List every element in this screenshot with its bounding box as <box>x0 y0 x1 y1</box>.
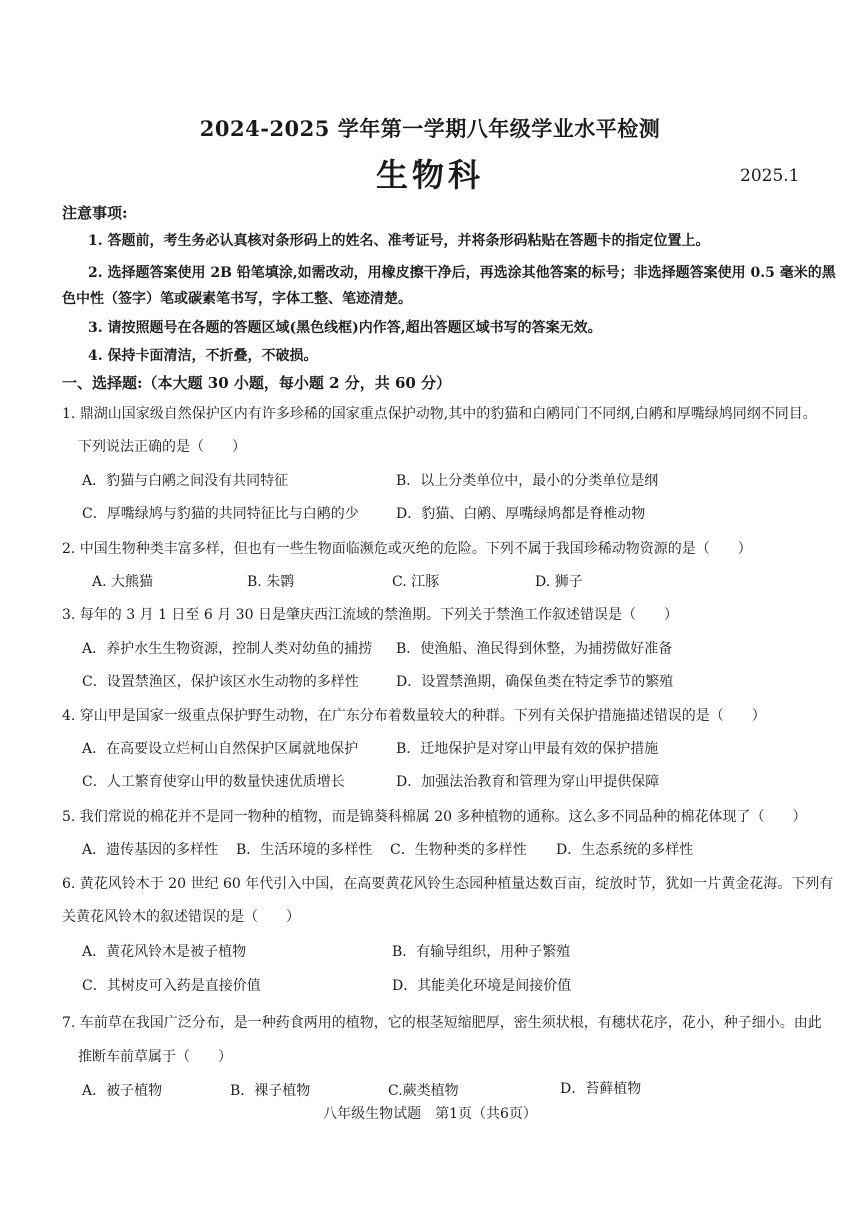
question-1-stem-cont: 下列说法正确的是（ ） <box>78 439 246 455</box>
question-2-option-b: B. 朱鹮 <box>247 574 295 590</box>
question-7-option-c: C.蕨类植物 <box>388 1083 459 1099</box>
subject-title: 生物科 <box>375 156 484 194</box>
section-heading: 一、选择题:（本大题 30 小题，每小题 2 分，共 60 分） <box>62 374 452 392</box>
question-7-stem-cont: 推断车前草属于（ ） <box>78 1049 232 1065</box>
question-2-option-d: D. 狮子 <box>535 574 583 590</box>
question-5-option-b: B．生活环境的多样性 <box>236 842 373 858</box>
question-3-option-a: A．养护水生生物资源，控制人类对幼鱼的捕捞 <box>82 641 373 657</box>
question-1-stem: 1. 鼎湖山国家级自然保护区内有许多珍稀的国家重点保护动物,其中的豹猫和白鹇同门不同纲,白鹇和厚嘴绿鸠同纲不同目。 <box>62 406 817 422</box>
question-6-option-c: C．其树皮可入药是直接价值 <box>82 978 261 994</box>
question-1-option-c: C．厚嘴绿鸠与豹猫的共同特征比与白鹇的少 <box>82 506 359 522</box>
question-2-option-c: C. 江豚 <box>392 574 440 590</box>
question-7-option-b: B．裸子植物 <box>230 1083 311 1099</box>
question-7-option-d: D．苔藓植物 <box>560 1081 642 1097</box>
question-2-stem: 2. 中国生物种类丰富多样，但也有一些生物面临濒危或灭绝的危险。下列不属于我国珍稀动物资源的是（ ） <box>62 541 752 557</box>
question-4-stem: 4. 穿山甲是国家一级重点保护野生动物，在广东分布着数量较大的种群。下列有关保护措施描述错误的是（ ） <box>62 708 766 724</box>
exam-date: 2025.1 <box>740 166 800 186</box>
question-5-option-a: A．遗传基因的多样性 <box>82 842 219 858</box>
question-1-option-d: D．豹猫、白鹇、厚嘴绿鸠都是脊椎动物 <box>396 506 646 522</box>
exam-title: 2024-2025 学年第一学期八年级学业水平检测 <box>199 116 661 141</box>
question-7-stem: 7. 车前草在我国广泛分布，是一种药食两用的植物，它的根茎短缩肥厚，密生须状根，有穗状花序，花小，种子细小。由此 <box>62 1015 822 1031</box>
question-4-option-d: D．加强法治教育和管理为穿山甲提供保障 <box>396 774 660 790</box>
question-4-option-b: B．迁地保护是对穿山甲最有效的保护措施 <box>396 741 659 757</box>
notes-heading: 注意事项: <box>62 204 128 222</box>
note-item-3: 3. 请按照题号在各题的答题区域(黑色线框)内作答,超出答题区域书写的答案无效。 <box>88 320 602 336</box>
question-4-option-c: C．人工繁育使穿山甲的数量快速优质增长 <box>82 774 345 790</box>
question-5-stem: 5. 我们常说的棉花并不是同一物种的植物，而是锦葵科棉属 20 多种植物的通称。这么多不同品种的棉花体现了（ ） <box>62 809 807 825</box>
question-3-option-d: D．设置禁渔期，确保鱼类在特定季节的繁殖 <box>396 674 674 690</box>
page-footer: 八年级生物试题 第1页（共6页） <box>323 1106 537 1122</box>
note-item-4: 4. 保持卡面清洁，不折叠，不破损。 <box>88 348 318 364</box>
question-6-stem-cont: 关黄花风铃木的叙述错误的是（ ） <box>62 909 300 925</box>
question-6-option-a: A．黄花风铃木是被子植物 <box>82 944 247 960</box>
question-3-stem: 3. 每年的 3 月 1 日至 6 月 30 日是肇庆西江流域的禁渔期。下列关于禁渔工作叙述错误是（ ） <box>62 607 678 623</box>
question-5-option-d: D．生态系统的多样性 <box>556 842 694 858</box>
note-item-2-cont: 色中性（签字）笔或碳素笔书写，字体工整、笔迹清楚。 <box>62 291 412 307</box>
note-item-2: 2. 选择题答案使用 2B 铅笔填涂,如需改动，用橡皮擦干净后，再选涂其他答案的标号；非选择题答案使用 0.5 毫米的黑 <box>88 265 836 281</box>
question-3-option-c: C．设置禁渔区，保护该区水生动物的多样性 <box>82 674 359 690</box>
question-3-option-b: B．使渔船、渔民得到休整，为捕捞做好准备 <box>396 641 673 657</box>
question-5-option-c: C．生物种类的多样性 <box>390 842 527 858</box>
question-1-option-b: B．以上分类单位中，最小的分类单位是纲 <box>396 473 659 489</box>
question-6-option-d: D．其能美化环境是间接价值 <box>392 978 572 994</box>
question-6-stem: 6. 黄花风铃木于 20 世纪 60 年代引入中国，在高要黄花风铃生态园种植量达数百亩，绽放时节，犹如一片黄金花海。下列有 <box>62 876 834 892</box>
question-7-option-a: A．被子植物 <box>82 1083 163 1099</box>
question-4-option-a: A．在高要设立烂柯山自然保护区属就地保护 <box>82 741 359 757</box>
question-1-option-a: A．豹猫与白鹇之间没有共同特征 <box>82 473 289 489</box>
note-item-1: 1. 答题前，考生务必认真核对条形码上的姓名、准考证号，并将条形码粘贴在答题卡的指定位置上。 <box>88 233 710 249</box>
question-2-option-a: A. 大熊猫 <box>92 574 154 590</box>
question-6-option-b: B．有输导组织，用种子繁殖 <box>392 944 571 960</box>
